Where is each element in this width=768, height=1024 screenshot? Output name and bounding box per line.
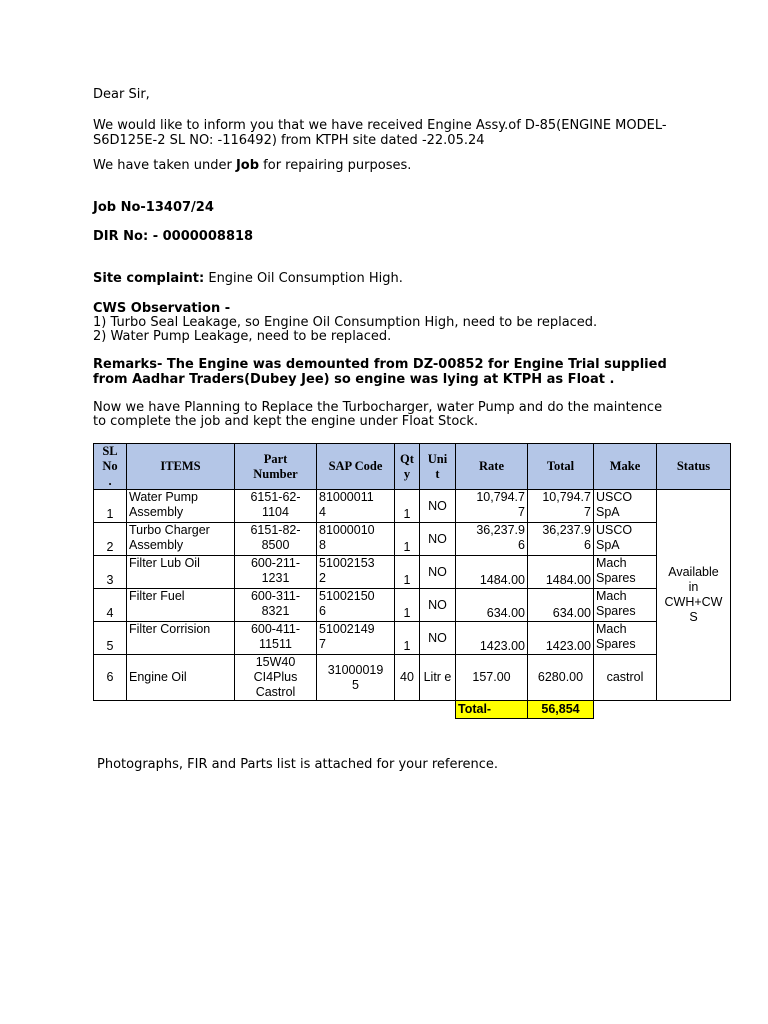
cell-total: 1484.00 [528,556,594,589]
plan-line-1: Now we have Planning to Replace the Turbocharger, water Pump and do the maintence [93,400,663,415]
remarks-line-2: from Aadhar Traders(Dubey Jee) so engine was lying at KTPH as Float . [93,372,615,387]
dir-number: DIR No: - 0000008818 [93,229,254,244]
total-label: Total- [456,701,528,719]
table-row [94,556,731,589]
cell-make: USCO SpA [594,490,657,523]
closing-note: Photographs, FIR and Parts list is attached for your reference. [97,757,499,772]
cell-status: Available in CWH+CW S [657,490,731,701]
header-qty: Qt y [395,444,420,490]
cell-qty: 1 [395,490,420,523]
table-row [94,655,731,701]
cell-qty: 1 [395,523,420,556]
header-total: Total [528,444,594,490]
cell-sap: 31000019 5 [317,655,395,701]
cws-item-1: 1) Turbo Seal Leakage, so Engine Oil Consumption High, need to be replaced. [93,315,598,330]
cell-item: Turbo Charger Assembly [127,523,235,556]
header-status: Status [657,444,731,490]
cell-sl: 3 [94,556,127,589]
job-number: Job No-13407/24 [93,200,214,215]
header-sl: SL No . [94,444,127,490]
plan-line-2: to complete the job and kept the engine under Float Stock. [93,414,479,429]
cell-total: 6280.00 [528,655,594,701]
cell-rate: 36,237.9 6 [456,523,528,556]
cell-qty: 1 [395,589,420,622]
cws-heading: CWS Observation - [93,301,231,316]
cell-unit: NO [420,490,456,523]
cell-sap: 81000010 8 [317,523,395,556]
cell-rate: 1423.00 [456,622,528,655]
cell-item: Filter Fuel [127,589,235,622]
remarks-line-1: Remarks- The Engine was demounted from DZ-00852 for Engine Trial supplied [93,357,667,372]
site-complaint [93,271,403,286]
job-taken-post: for repairing purposes. [259,158,412,173]
cell-unit: NO [420,523,456,556]
cell-sap: 51002153 2 [317,556,395,589]
cell-qty: 1 [395,622,420,655]
cell-unit: NO [420,622,456,655]
cell-make: Mach Spares [594,556,657,589]
cell-make: castrol [594,655,657,701]
table-row [94,523,731,556]
salutation: Dear Sir, [93,87,150,102]
site-complaint-label: Site complaint: [93,271,205,286]
cell-item: Engine Oil [127,655,235,701]
site-complaint-text: Engine Oil Consumption High. [204,271,403,286]
cell-unit: NO [420,556,456,589]
cell-sap: 81000011 4 [317,490,395,523]
cell-part: 600-311- 8321 [235,589,317,622]
cell-unit: Litr e [420,655,456,701]
cell-rate: 10,794.7 7 [456,490,528,523]
cell-total: 10,794.7 7 [528,490,594,523]
cell-part: 15W40 CI4Plus Castrol [235,655,317,701]
intro-line-2: S6D125E-2 SL NO: -116492) from KTPH site dated -22.05.24 [93,133,485,148]
cell-total: 634.00 [528,589,594,622]
cell-sl: 5 [94,622,127,655]
table-row [94,622,731,655]
job-taken-pre: We have taken under [93,158,236,173]
cell-rate: 634.00 [456,589,528,622]
cell-make: Mach Spares [594,589,657,622]
header-items: ITEMS [127,444,235,490]
parts-table [93,443,731,719]
cell-sl: 2 [94,523,127,556]
cell-item: Water Pump Assembly [127,490,235,523]
cell-sl: 4 [94,589,127,622]
cell-unit: NO [420,589,456,622]
header-rate: Rate [456,444,528,490]
header-sap-code: SAP Code [317,444,395,490]
cell-make: Mach Spares [594,622,657,655]
cell-qty: 1 [395,556,420,589]
cws-item-2: 2) Water Pump Leakage, need to be replaced. [93,329,392,344]
table-header-row [94,444,731,490]
job-taken-line [93,158,411,173]
header-unit: Uni t [420,444,456,490]
cell-total: 1423.00 [528,622,594,655]
cell-part: 600-211- 1231 [235,556,317,589]
cell-rate: 157.00 [456,655,528,701]
cell-item: Filter Corrision [127,622,235,655]
table-row [94,589,731,622]
cell-part: 600-411- 11511 [235,622,317,655]
cell-rate: 1484.00 [456,556,528,589]
cell-item: Filter Lub Oil [127,556,235,589]
cell-sap: 51002150 6 [317,589,395,622]
cell-sl: 6 [94,655,127,701]
total-value: 56,854 [528,701,594,719]
total-row [94,701,731,719]
cell-qty: 40 [395,655,420,701]
cell-part: 6151-82- 8500 [235,523,317,556]
job-taken-bold: Job [235,158,260,173]
table-row [94,490,731,523]
cell-part: 6151-62- 1104 [235,490,317,523]
cell-sl: 1 [94,490,127,523]
header-make: Make [594,444,657,490]
intro-line-1: We would like to inform you that we have received Engine Assy.of D-85(ENGINE MODEL- [93,118,667,133]
header-part-number: Part Number [235,444,317,490]
cell-make: USCO SpA [594,523,657,556]
cell-total: 36,237.9 6 [528,523,594,556]
cell-sap: 51002149 7 [317,622,395,655]
